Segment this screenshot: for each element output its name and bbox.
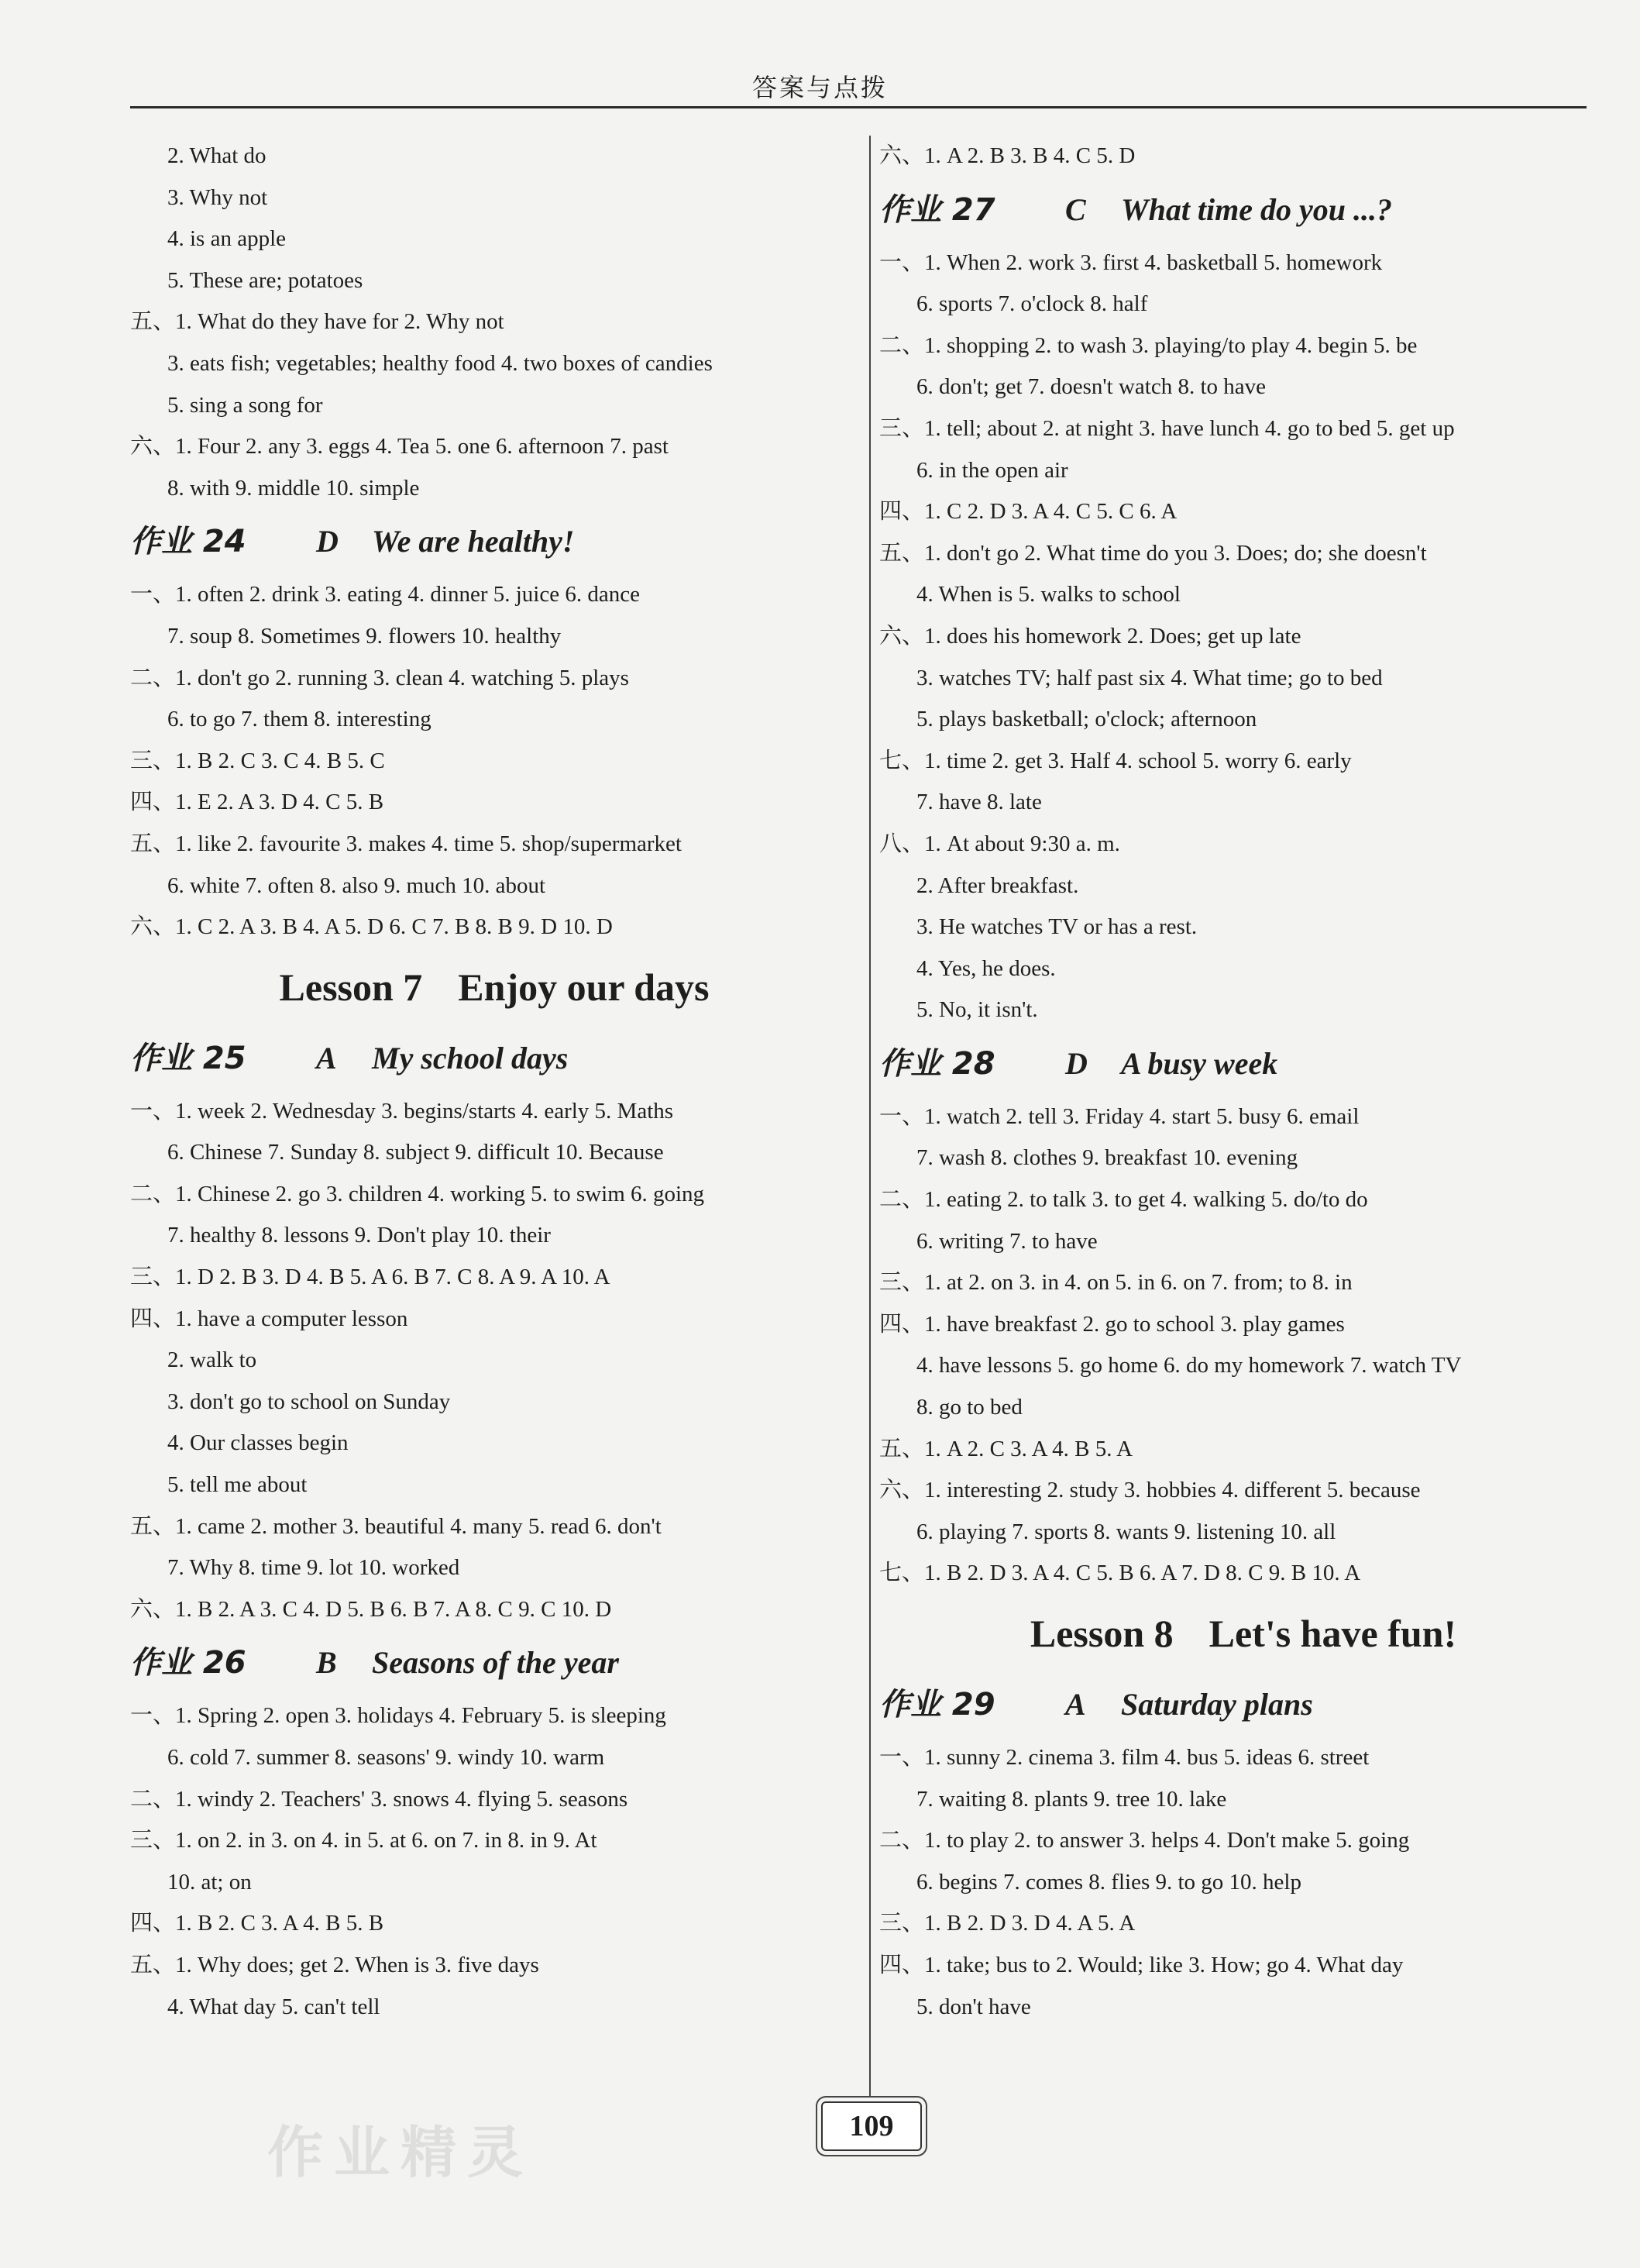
answer-line: 六、1. B 2. A 3. C 4. D 5. B 6. B 7. A 8. C 9. C 10. D (130, 1596, 612, 1622)
answer-line: 6. to go 7. them 8. interesting (167, 707, 431, 732)
homework-heading (879, 177, 1607, 243)
answer-line: 7. wash 8. clothes 9. breakfast 10. evening (916, 1145, 1298, 1171)
answer-line: 四、1. B 2. C 3. A 4. B 5. B (130, 1911, 384, 1936)
answer-line: 10. at; on (167, 1869, 252, 1895)
page-number: 109 (821, 2101, 922, 2151)
answer-line: 二、1. windy 2. Teachers' 3. snows 4. flying 5. seasons (130, 1786, 628, 1812)
answer-line: 四、1. E 2. A 3. D 4. C 5. B (130, 790, 384, 815)
answer-line: 5. No, it isn't. (916, 997, 1038, 1023)
answer-line: 六、1. C 2. A 3. B 4. A 5. D 6. C 7. B 8. B 9. D 10. D (130, 914, 613, 940)
answer-line: 一、1. often 2. drink 3. eating 4. dinner 5. juice 6. dance (130, 582, 640, 607)
homework-number: 作业 27 (879, 191, 995, 228)
homework-title: What time do you ...? (1121, 191, 1393, 227)
answer-line: 七、1. B 2. D 3. A 4. C 5. B 6. A 7. D 8. C 9. B 10. A (879, 1561, 1361, 1586)
column-divider (869, 136, 871, 2100)
left-column (130, 136, 858, 2028)
answer-line: 3. He watches TV or has a rest. (916, 914, 1198, 940)
lesson-number: Lesson 8 (1030, 1612, 1174, 1655)
answer-line: 5. sing a song for (167, 392, 323, 418)
answer-line: 五、1. like 2. favourite 3. makes 4. time 5. shop/supermarket (130, 831, 682, 856)
answer-line: 六、1. A 2. B 3. B 4. C 5. D (879, 143, 1136, 168)
answer-line: 三、1. D 2. B 3. D 4. B 5. A 6. B 7. C 8. A 9. A 10. A (130, 1265, 610, 1290)
answer-line: 五、1. Why does; get 2. When is 3. five days (130, 1952, 539, 1977)
answer-line: 6. white 7. often 8. also 9. much 10. about (167, 872, 546, 898)
answer-line: 一、1. watch 2. tell 3. Friday 4. start 5. busy 6. email (879, 1103, 1360, 1129)
answer-line: 五、1. don't go 2. What time do you 3. Does; do; she doesn't (879, 540, 1427, 566)
homework-heading (879, 1672, 1607, 1737)
homework-heading (130, 1630, 858, 1695)
homework-section-letter: C (1065, 191, 1086, 227)
homework-section-letter: D (316, 524, 339, 559)
right-column (879, 136, 1607, 2028)
homework-title: Seasons of the year (372, 1645, 619, 1681)
homework-section-letter: B (316, 1645, 337, 1681)
answer-line: 四、1. have a computer lesson (130, 1306, 408, 1331)
answer-line: 三、1. on 2. in 3. on 4. in 5. at 6. on 7. in 8. in 9. At (130, 1828, 597, 1853)
homework-number: 作业 25 (130, 1040, 246, 1076)
answer-line: 七、1. time 2. get 3. Half 4. school 5. worry 6. early (879, 748, 1352, 773)
answer-line: 3. watches TV; half past six 4. What time; go to bed (916, 665, 1383, 690)
answer-line: 4. What day 5. can't tell (167, 1994, 380, 2019)
answer-line: 5. plays basketball; o'clock; afternoon (916, 707, 1257, 732)
lesson-title: Enjoy our days (458, 965, 710, 1009)
answer-line: 六、1. Four 2. any 3. eggs 4. Tea 5. one 6. afternoon 7. past (130, 434, 669, 459)
lesson-title: Let's have fun! (1209, 1612, 1457, 1655)
answer-line: 6. don't; get 7. doesn't watch 8. to have (916, 374, 1267, 400)
answer-line: 8. go to bed (916, 1395, 1023, 1420)
homework-heading (130, 509, 858, 574)
answer-line: 六、1. interesting 2. study 3. hobbies 4. different 5. because (879, 1478, 1421, 1503)
lesson-heading (879, 1595, 1607, 1672)
homework-title: My school days (372, 1040, 569, 1075)
answer-line: 二、1. don't go 2. running 3. clean 4. watching 5. plays (130, 665, 629, 690)
answer-line: 5. tell me about (167, 1472, 308, 1498)
homework-title: Saturday plans (1121, 1687, 1313, 1722)
answer-line: 2. What do (167, 143, 266, 168)
answer-line: 4. is an apple (167, 226, 287, 252)
answer-line: 6. Chinese 7. Sunday 8. subject 9. difficult 10. Because (167, 1140, 664, 1165)
lesson-number: Lesson 7 (279, 965, 423, 1009)
answer-line: 7. healthy 8. lessons 9. Don't play 10. their (167, 1223, 551, 1248)
answer-line: 7. waiting 8. plants 9. tree 10. lake (916, 1786, 1227, 1812)
answer-line: 二、1. to play 2. to answer 3. helps 4. Don't make 5. going (879, 1828, 1410, 1853)
answer-line: 四、1. C 2. D 3. A 4. C 5. C 6. A (879, 499, 1178, 525)
answer-line: 5. These are; potatoes (167, 267, 363, 293)
homework-number: 作业 29 (879, 1687, 995, 1723)
answer-line: 7. Why 8. time 9. lot 10. worked (167, 1555, 460, 1581)
watermark: 作业精灵 (267, 2120, 535, 2185)
answer-line: 三、1. tell; about 2. at night 3. have lunch 4. go to bed 5. get up (879, 415, 1455, 441)
answer-line: 6. writing 7. to have (916, 1228, 1098, 1254)
answer-line: 4. When is 5. walks to school (916, 582, 1181, 607)
answer-line: 7. have 8. late (916, 790, 1042, 815)
answer-line: 二、1. eating 2. to talk 3. to get 4. walking 5. do/to do (879, 1187, 1368, 1213)
answer-line: 五、1. What do they have for 2. Why not (130, 309, 504, 335)
answer-line: 三、1. B 2. D 3. D 4. A 5. A (879, 1911, 1136, 1936)
homework-number: 作业 28 (879, 1045, 995, 1082)
answer-line: 2. walk to (167, 1347, 257, 1373)
answer-line: 4. Our classes begin (167, 1430, 349, 1456)
answer-line: 2. After breakfast. (916, 872, 1079, 898)
answer-line: 四、1. take; bus to 2. Would; like 3. How; go 4. What day (879, 1952, 1404, 1977)
answer-line: 二、1. Chinese 2. go 3. children 4. working 5. to swim 6. going (130, 1181, 705, 1206)
page-header-title: 答案与点拨 (751, 73, 888, 102)
answer-line: 4. Yes, he does. (916, 955, 1056, 981)
header-rule (130, 106, 1587, 108)
answer-line: 二、1. shopping 2. to wash 3. playing/to play 4. begin 5. be (879, 332, 1418, 358)
homework-heading (130, 1026, 858, 1091)
answer-line: 三、1. B 2. C 3. C 4. B 5. C (130, 748, 385, 773)
answer-line: 6. in the open air (916, 457, 1068, 483)
answer-line: 5. don't have (916, 1994, 1031, 2019)
answer-line: 3. eats fish; vegetables; healthy food 4. two boxes of candies (167, 350, 713, 376)
homework-section-letter: D (1065, 1045, 1088, 1081)
answer-line: 五、1. A 2. C 3. A 4. B 5. A (879, 1436, 1133, 1461)
homework-number: 作业 26 (130, 1645, 246, 1681)
answer-line: 五、1. came 2. mother 3. beautiful 4. many 5. read 6. don't (130, 1513, 662, 1539)
homework-title: We are healthy! (372, 524, 575, 559)
answer-line: 3. Why not (167, 184, 268, 210)
answer-line: 6. playing 7. sports 8. wants 9. listening 10. all (916, 1519, 1336, 1544)
answer-line: 6. begins 7. comes 8. flies 9. to go 10. help (916, 1869, 1301, 1895)
answer-line: 一、1. Spring 2. open 3. holidays 4. February 5. is sleeping (130, 1703, 666, 1729)
homework-section-letter: A (316, 1040, 337, 1075)
answer-line: 3. don't go to school on Sunday (167, 1389, 451, 1414)
answer-line: 八、1. At about 9:30 a. m. (879, 831, 1120, 856)
answer-line: 六、1. does his homework 2. Does; get up late (879, 623, 1301, 649)
answer-line: 6. cold 7. summer 8. seasons' 9. windy 10. warm (167, 1745, 605, 1770)
answer-line: 一、1. week 2. Wednesday 3. begins/starts 4. early 5. Maths (130, 1098, 674, 1124)
answer-line: 一、1. When 2. work 3. first 4. basketball 5. homework (879, 250, 1383, 275)
answer-line: 四、1. have breakfast 2. go to school 3. play games (879, 1311, 1345, 1337)
answer-line: 8. with 9. middle 10. simple (167, 475, 420, 501)
answer-line: 7. soup 8. Sometimes 9. flowers 10. healthy (167, 623, 562, 649)
homework-title: A busy week (1121, 1045, 1278, 1081)
answer-line: 4. have lessons 5. go home 6. do my homework 7. watch TV (916, 1353, 1462, 1378)
homework-number: 作业 24 (130, 524, 246, 560)
homework-heading (879, 1031, 1607, 1096)
answer-line: 6. sports 7. o'clock 8. half (916, 291, 1148, 317)
answer-line: 一、1. sunny 2. cinema 3. film 4. bus 5. ideas 6. street (879, 1745, 1370, 1770)
homework-section-letter: A (1065, 1687, 1086, 1722)
answer-line: 三、1. at 2. on 3. in 4. on 5. in 6. on 7. from; to 8. in (879, 1270, 1353, 1296)
lesson-heading (130, 948, 858, 1026)
